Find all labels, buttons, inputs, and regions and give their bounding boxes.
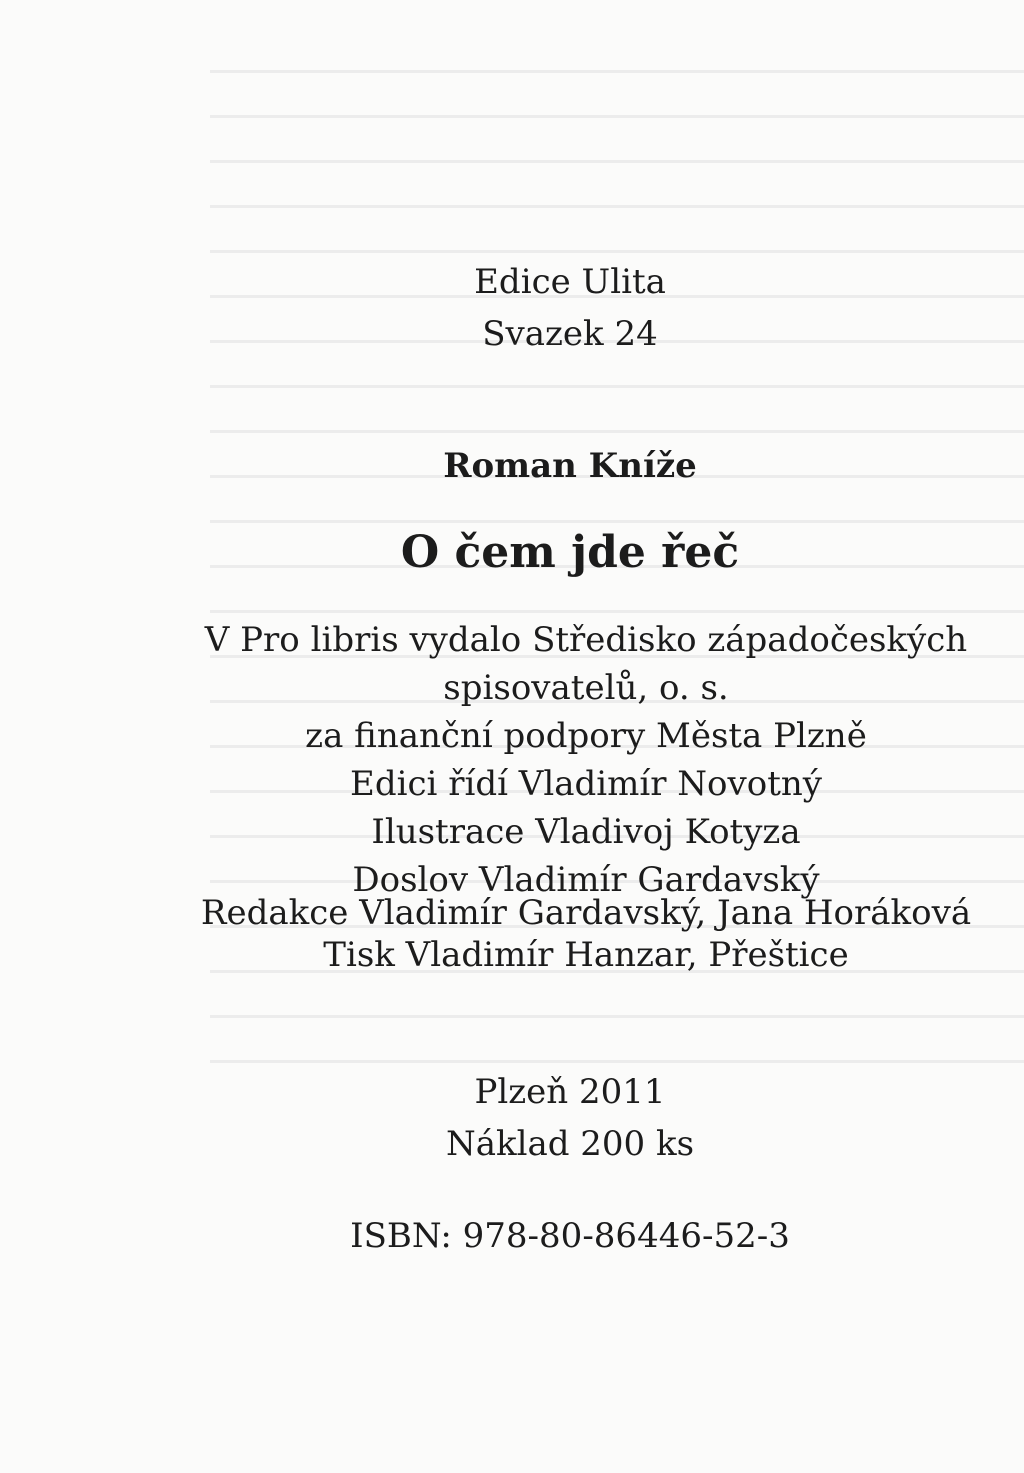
- credit-line: Doslov Vladimír Gardavský: [352, 860, 820, 900]
- credit-line: V Pro libris vydalo Středisko západočeských: [204, 620, 968, 660]
- credit-line: Tisk Vladimír Hanzar, Přeštice: [323, 935, 849, 975]
- credit-line: Ilustrace Vladivoj Kotyza: [371, 812, 801, 852]
- series-volume: Svazek 24: [482, 314, 658, 354]
- credit-line: za finanční podpory Města Plzně: [305, 716, 867, 756]
- author-name: Roman Kníže: [443, 446, 697, 486]
- credit-line: Redakce Vladimír Gardavský, Jana Horáková: [200, 893, 972, 933]
- print-run: Náklad 200 ks: [445, 1124, 695, 1164]
- series-name: Edice Ulita: [474, 262, 666, 302]
- place-and-year: Plzeň 2011: [474, 1072, 666, 1112]
- book-title: O čem jde řeč: [400, 527, 740, 578]
- isbn: ISBN: 978-80-86446-52-3: [350, 1216, 790, 1256]
- credit-line: Edici řídí Vladimír Novotný: [350, 764, 822, 804]
- credit-line: spisovatelů, o. s.: [443, 668, 729, 708]
